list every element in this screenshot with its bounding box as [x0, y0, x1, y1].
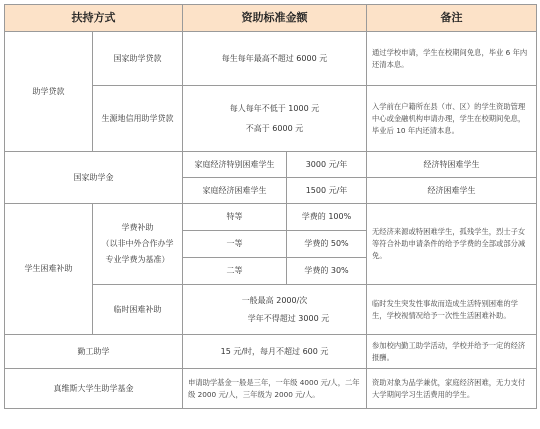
header-note: 备注	[367, 5, 537, 32]
grant-note: 经济特困难学生	[367, 152, 537, 178]
national-loan-note: 通过学校申请，学生在校期间免息，毕业 6 年内还清本息。	[367, 32, 537, 86]
temporary-aid-amount-line2: 学年不得超过 3000 元	[247, 313, 330, 323]
tuition-aid-label-line1: 学费补助	[121, 223, 154, 232]
header-amount: 资助标准金额	[183, 5, 367, 32]
tuition-amount: 学费的 100%	[287, 204, 367, 231]
local-loan-amount	[183, 86, 367, 152]
loans-group-label: 助学贷款	[5, 32, 93, 152]
local-loan-amount-line1: 每人每年不低于 1000 元	[229, 103, 320, 113]
grant-label: 国家助学金	[5, 152, 183, 204]
tuition-level: 一等	[183, 231, 287, 258]
national-loan-amount: 每生每年最高不超过 6000 元	[183, 32, 367, 86]
national-loan-label: 国家助学贷款	[93, 32, 183, 86]
tuition-level: 二等	[183, 258, 287, 285]
fund-label: 真维斯大学生助学基金	[5, 369, 183, 409]
fund-amount: 申请助学基金一般是三年，一年级 4000 元/人，二年级 2000 元/人，三年级为 2000 元/人。	[183, 369, 367, 409]
table-row	[5, 32, 537, 86]
fund-note: 资助对象为品学兼优，家庭经济困难，无力支付大学期间学习生活费用的学生。	[367, 369, 537, 409]
table-row	[5, 335, 537, 369]
tuition-amount: 学费的 50%	[287, 231, 367, 258]
grant-category: 家庭经济特别困难学生	[183, 152, 287, 178]
workstudy-label: 勤工助学	[5, 335, 183, 369]
grant-amount: 1500 元/年	[287, 178, 367, 204]
temporary-aid-label: 临时困难补助	[93, 285, 183, 335]
grant-category: 家庭经济困难学生	[183, 178, 287, 204]
student-aid-table	[4, 4, 537, 409]
tuition-amount: 学费的 30%	[287, 258, 367, 285]
tuition-aid-note: 无经济来源或特困难学生，孤残学生，烈士子女等符合补助申请条件的给予学费的全部或部分减免。	[367, 204, 537, 285]
local-loan-note: 入学前在户籍所在县（市、区）的学生资助管理中心或金融机构申请办理，学生在校期间免息，毕业后 10 年内还清本息。	[367, 86, 537, 152]
table-row	[5, 204, 537, 231]
header-method: 扶持方式	[5, 5, 183, 32]
workstudy-amount: 15 元/时，每月不超过 600 元	[183, 335, 367, 369]
header-row	[5, 5, 537, 32]
workstudy-note: 参加校内勤工助学活动，学校并给予一定的经济报酬。	[367, 335, 537, 369]
aid-table-container	[4, 4, 536, 409]
tuition-aid-label	[93, 204, 183, 285]
tuition-level: 特等	[183, 204, 287, 231]
temporary-aid-amount-line1: 一般最高 2000/次	[241, 295, 308, 305]
table-row	[5, 152, 537, 178]
aid-group-label: 学生困难补助	[5, 204, 93, 335]
table-row	[5, 369, 537, 409]
temporary-aid-amount	[183, 285, 367, 335]
tuition-aid-label-line2: （以非中外合作办学	[101, 239, 174, 248]
grant-note: 经济困难学生	[367, 178, 537, 204]
grant-amount: 3000 元/年	[287, 152, 367, 178]
tuition-aid-label-line3: 专业学费为基准）	[105, 255, 170, 264]
temporary-aid-note: 临时发生突发性事故而造成生活特别困难的学生，学校视情况给予一次性生活困难补助。	[367, 285, 537, 335]
local-loan-label: 生源地信用助学贷款	[93, 86, 183, 152]
local-loan-amount-line2: 不高于 6000 元	[245, 123, 304, 133]
